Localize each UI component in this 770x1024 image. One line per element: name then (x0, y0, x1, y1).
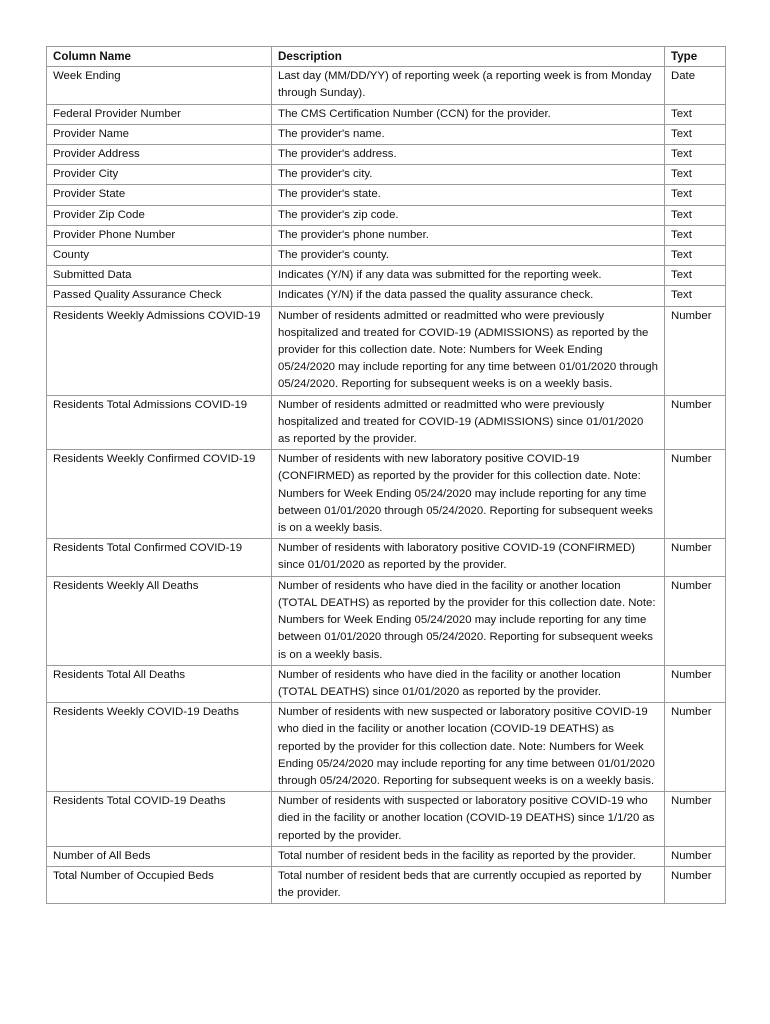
description-header: Description (272, 47, 665, 67)
description-cell: Number of residents with laboratory positive COVID-19 (CONFIRMED) since 01/01/2020 as reported by the provider. (272, 539, 665, 576)
table-row (47, 450, 726, 539)
column-name-cell: Residents Total Confirmed COVID-19 (47, 539, 272, 576)
column-name-cell: Residents Total All Deaths (47, 665, 272, 702)
table-row (47, 306, 726, 395)
table-row (47, 395, 726, 450)
type-cell: Text (665, 185, 726, 205)
column-name-cell: County (47, 246, 272, 266)
type-header: Type (665, 47, 726, 67)
column-name-cell: Residents Weekly Confirmed COVID-19 (47, 450, 272, 539)
header-row (47, 47, 726, 67)
description-cell: Number of residents with suspected or laboratory positive COVID-19 who died in the facility or another location (COVID-19 DEATHS) since 1/1/20 as reported by the provider. (272, 792, 665, 847)
type-cell: Number (665, 792, 726, 847)
table-row (47, 703, 726, 792)
description-cell: The provider's county. (272, 246, 665, 266)
description-cell: The provider's city. (272, 165, 665, 185)
description-cell: Number of residents admitted or readmitted who were previously hospitalized and treated for COVID-19 (ADMISSIONS) as reported by the provider for this collection date. Note: Numbers for Week Ending 05/24/2020 may include reporting for any time between 01/01/2020 through 05/24/2020. Reporting for subsequent weeks is on a weekly basis. (272, 306, 665, 395)
column-name-cell: Provider State (47, 185, 272, 205)
type-cell: Number (665, 866, 726, 903)
type-cell: Text (665, 205, 726, 225)
description-cell: The provider's state. (272, 185, 665, 205)
description-cell: The provider's name. (272, 124, 665, 144)
table-row (47, 665, 726, 702)
type-cell: Text (665, 165, 726, 185)
column-name-cell: Provider Zip Code (47, 205, 272, 225)
column-name-cell: Residents Total COVID-19 Deaths (47, 792, 272, 847)
type-cell: Number (665, 539, 726, 576)
type-cell: Text (665, 286, 726, 306)
table-row (47, 846, 726, 866)
description-cell: Number of residents who have died in the facility or another location (TOTAL DEATHS) since 01/01/2020 as reported by the provider. (272, 665, 665, 702)
table-row (47, 286, 726, 306)
description-cell: Indicates (Y/N) if any data was submitted for the reporting week. (272, 266, 665, 286)
column-name-cell: Residents Total Admissions COVID-19 (47, 395, 272, 450)
description-cell: Indicates (Y/N) if the data passed the quality assurance check. (272, 286, 665, 306)
type-cell: Number (665, 703, 726, 792)
table-row (47, 205, 726, 225)
type-cell: Number (665, 665, 726, 702)
table-row (47, 104, 726, 124)
type-cell: Text (665, 145, 726, 165)
description-cell: Number of residents with new laboratory positive COVID-19 (CONFIRMED) as reported by the provider for this collection date. Note: Numbers for Week Ending 05/24/2020 may include reporting for any time between 01/01/2020 through 05/24/2020. Reporting for subsequent weeks is on a weekly basis. (272, 450, 665, 539)
column-name-cell: Federal Provider Number (47, 104, 272, 124)
type-cell: Date (665, 67, 726, 104)
column-name-cell: Provider Phone Number (47, 225, 272, 245)
table-row (47, 792, 726, 847)
description-cell: The provider's phone number. (272, 225, 665, 245)
type-cell: Number (665, 576, 726, 665)
description-cell: The CMS Certification Number (CCN) for the provider. (272, 104, 665, 124)
type-cell: Number (665, 846, 726, 866)
type-cell: Number (665, 395, 726, 450)
type-cell: Number (665, 306, 726, 395)
table-row (47, 185, 726, 205)
table-row (47, 246, 726, 266)
type-cell: Text (665, 124, 726, 144)
column-name-cell: Residents Weekly COVID-19 Deaths (47, 703, 272, 792)
description-cell: Last day (MM/DD/YY) of reporting week (a reporting week is from Monday through Sunday). (272, 67, 665, 104)
description-cell: Total number of resident beds that are currently occupied as reported by the provider. (272, 866, 665, 903)
column-name-cell: Provider Address (47, 145, 272, 165)
type-cell: Number (665, 450, 726, 539)
table-row (47, 225, 726, 245)
type-cell: Text (665, 246, 726, 266)
type-cell: Text (665, 266, 726, 286)
table-row (47, 67, 726, 104)
column-name-cell: Provider Name (47, 124, 272, 144)
column-name-cell: Number of All Beds (47, 846, 272, 866)
description-cell: Total number of resident beds in the facility as reported by the provider. (272, 846, 665, 866)
table-row (47, 866, 726, 903)
description-cell: Number of residents who have died in the facility or another location (TOTAL DEATHS) as reported by the provider for this collection date. Note: Numbers for Week Ending 05/24/2020 may include reporting for any time between 01/01/2020 through 05/24/2020. Reporting for subsequent weeks is on a weekly basis. (272, 576, 665, 665)
column-name-cell: Residents Weekly Admissions COVID-19 (47, 306, 272, 395)
column-name-cell: Passed Quality Assurance Check (47, 286, 272, 306)
type-cell: Text (665, 104, 726, 124)
table-row (47, 124, 726, 144)
description-cell: Number of residents admitted or readmitted who were previously hospitalized and treated for COVID-19 (ADMISSIONS) since 01/01/2020 as reported by the provider. (272, 395, 665, 450)
description-cell: The provider's zip code. (272, 205, 665, 225)
column-name-cell: Residents Weekly All Deaths (47, 576, 272, 665)
table-row (47, 539, 726, 576)
data-dictionary-table (46, 46, 726, 904)
column-name-cell: Total Number of Occupied Beds (47, 866, 272, 903)
table-row (47, 165, 726, 185)
table-row (47, 266, 726, 286)
table-row (47, 576, 726, 665)
column-name-cell: Week Ending (47, 67, 272, 104)
column-name-header: Column Name (47, 47, 272, 67)
type-cell: Text (665, 225, 726, 245)
description-cell: The provider's address. (272, 145, 665, 165)
table-row (47, 145, 726, 165)
column-name-cell: Submitted Data (47, 266, 272, 286)
column-name-cell: Provider City (47, 165, 272, 185)
description-cell: Number of residents with new suspected or laboratory positive COVID-19 who died in the facility or another location (COVID-19 DEATHS) as reported by the provider for this collection date. Note: Numbers for Week Ending 05/24/2020 may include reporting for any time between 01/01/2020 through 05/24/2020. Reporting for subsequent weeks is on a weekly basis. (272, 703, 665, 792)
